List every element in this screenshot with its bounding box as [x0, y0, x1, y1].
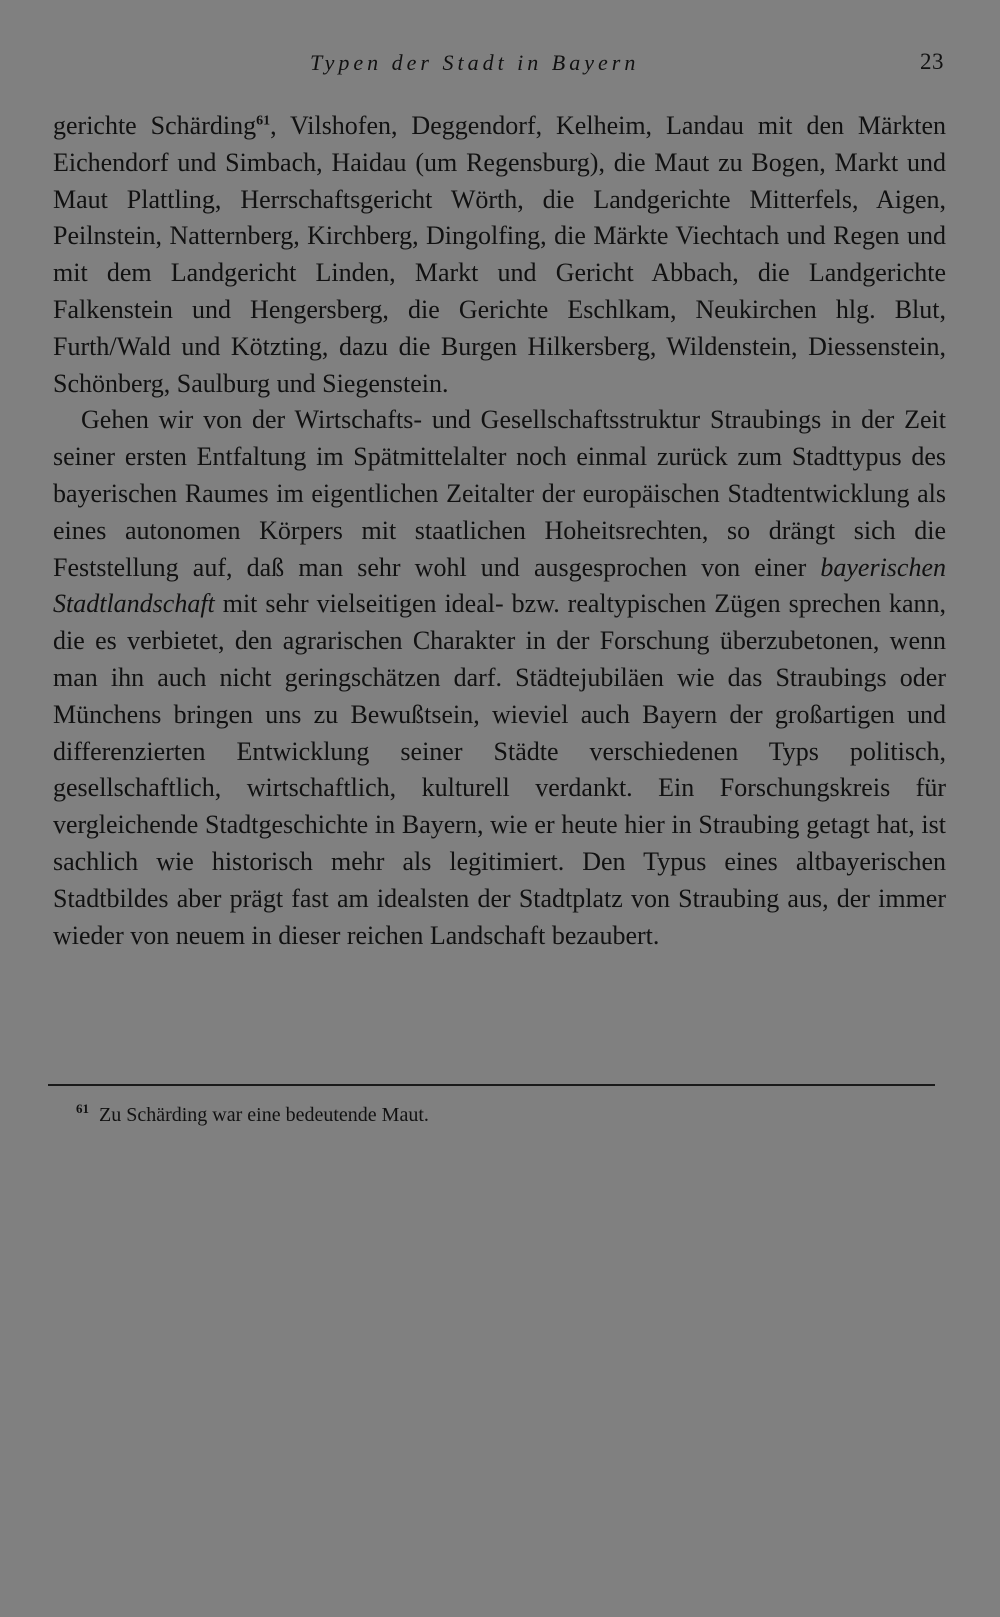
running-title: Typen der Stadt in Bayern	[310, 50, 640, 75]
paragraph-2	[53, 402, 946, 954]
paragraph-1-rest: , Vilshofen, Deggendorf, Kelheim, Landau mit den Märkten Eichendorf und Simbach, Haidau (um Regensburg), die Maut zu Bogen, Markt und Maut Plattling, Herrschaftsgericht Wörth, die Landgerichte Mitterfels, Aigen, Peilnstein, Natternberg, Kirchberg, Dingolfing, die Märkte Viechtach und Regen und mit dem Landgericht Linden, Markt und Gericht Abbach, die Landgerichte Falkenstein und Hengersberg, die Gerichte Eschlkam, Neukirchen hlg. Blut, Furth/Wald und Kötzting, dazu die Burgen Hilkersberg, Wildenstein, Diessenstein, Schönberg, Saulburg und Siegenstein.	[53, 111, 946, 398]
page-number: 23	[920, 49, 944, 74]
running-head	[0, 44, 1000, 84]
paragraph-2-start: Gehen wir von der Wirtschafts- und Gesellschaftsstruktur Straubings in der Zeit seiner ersten Entfaltung im Spätmittelalter noch einmal zurück zum Stadttypus des bayerischen Raumes im eigentlichen Zeitalter der europäischen Stadtentwicklung als eines autonomen Körpers mit staatlichen Hoheitsrechten, so drängt sich die Feststellung auf, daß man sehr wohl und ausgesprochen von einer	[53, 405, 946, 582]
footnote-reference: 61	[256, 113, 271, 129]
emphasized-term: bayerischen Stadtlandschaft	[53, 552, 946, 619]
body-text	[53, 108, 946, 954]
footnote-mark: 61	[76, 1101, 89, 1117]
footnote-divider	[48, 1084, 935, 1086]
footnote-text: Zu Schärding war eine bedeutende Maut.	[99, 1104, 429, 1126]
paragraph-1	[53, 108, 946, 402]
paragraph-1-start: gerichte Schärding	[53, 111, 257, 140]
paragraph-2-rest: mit sehr vielseitigen ideal- bzw. realtypischen Zügen sprechen kann, die es verbietet, den agrarischen Charakter in der Forschung überzubetonen, wenn man ihn auch nicht geringschätzen darf. Städtejubiläen wie das Straubings oder Münchens bringen uns zu Bewußtsein, wieviel auch Bayern der großartigen und differenzierten Entwicklung seiner Städte verschiedenen Typs politisch, gesellschaftlich, wirtschaftlich, kulturell verdankt. Ein Forschungskreis für vergleichende Stadtgeschichte in Bayern, wie er heute hier in Straubing getagt hat, ist sachlich wie historisch mehr als legitimiert. Den Typus eines altbayerischen Stadtbildes aber prägt fast am idealsten der Stadtplatz von Straubing aus, der immer wieder von neuem in dieser reichen Landschaft bezaubert.	[53, 589, 946, 950]
footnote	[76, 1101, 429, 1127]
